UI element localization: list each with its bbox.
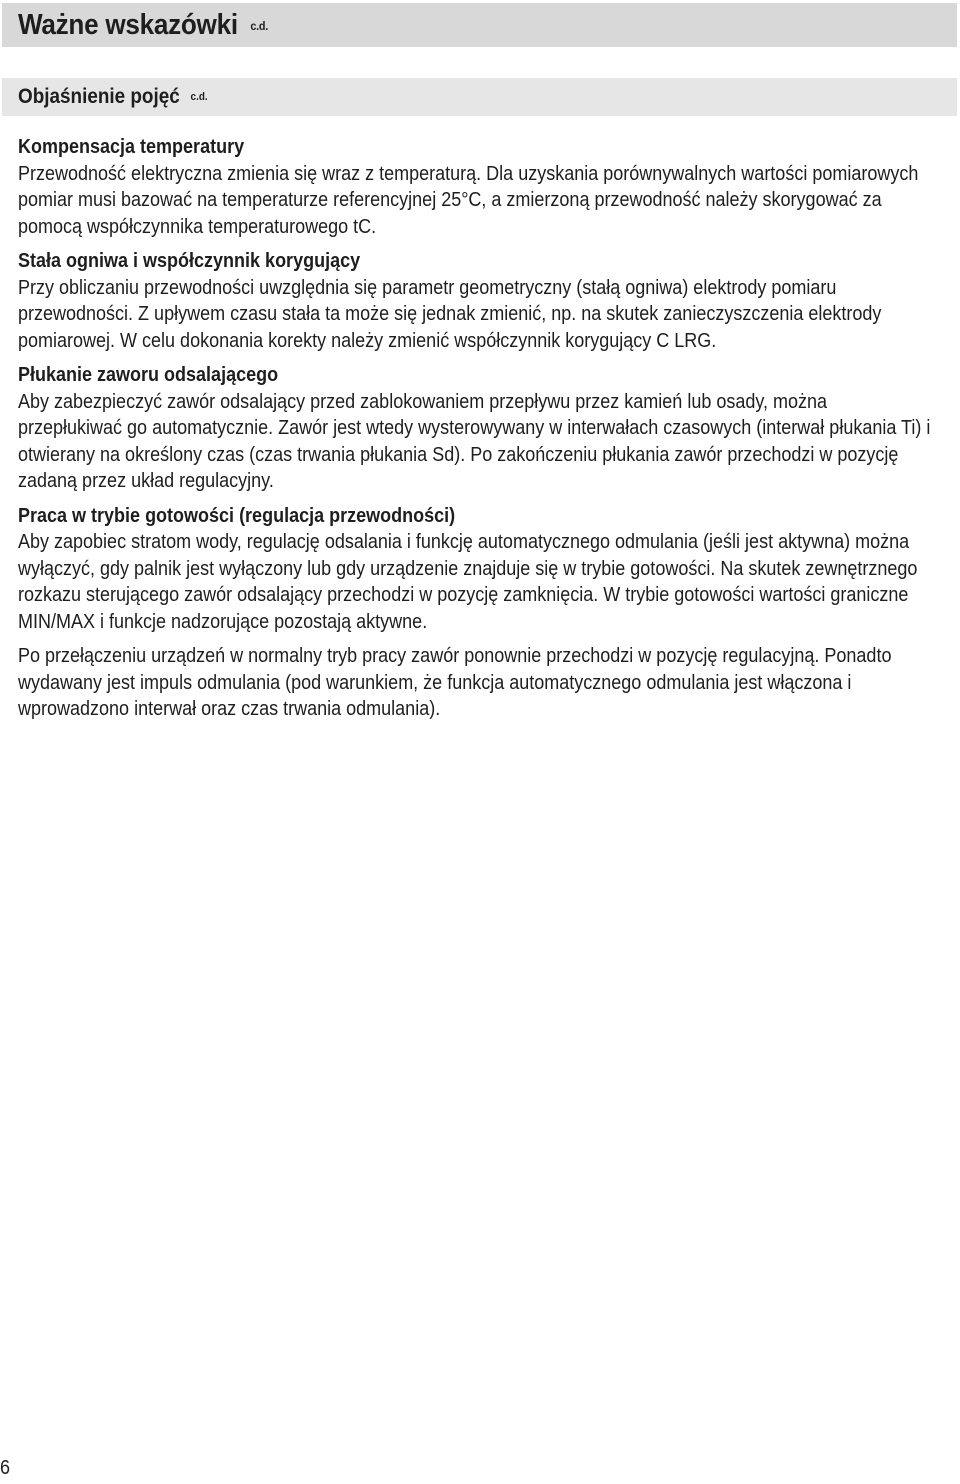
section-heading: Praca w trybie gotowości (regulacja przewodności) [18, 504, 456, 527]
section-title [18, 85, 208, 109]
section-text: Przy obliczaniu przewodności uwzględnia się parametr geometryczny (stałą ogniwa) elektrody pomiaru przewodności. Z upływem czasu stała ta może się jednak zmienić, np. na skutek zanieczyszczenia elektrody pomiarowej. W celu dokonania korekty należy zmienić współczynnik korygujący C LRG. [18, 276, 882, 352]
section-heading: Stała ogniwa i współczynnik korygujący [18, 250, 361, 272]
document-body [18, 134, 932, 731]
page-number: 6 [0, 1457, 11, 1479]
section-title-text: Objaśnienie pojęć [18, 85, 180, 108]
section-valve-flushing [18, 362, 932, 495]
section-header-bar [2, 78, 957, 116]
section-heading: Kompensacja temperatury [18, 136, 245, 158]
section-temperature-compensation [18, 134, 932, 240]
page-title [18, 9, 268, 42]
page-title-suffix: c.d. [250, 18, 268, 33]
section-text: Przewodność elektryczna zmienia się wraz z temperaturą. Dla uzyskania porównywalnych wartości pomiarowych pomiar musi bazować na temperaturze referencyjnej 25°C, a zmierzoną przewodność należy skorygować za pomocą współczynnika temperaturowego tC. [18, 162, 919, 238]
section-standby-mode [18, 503, 932, 636]
section-heading: Płukanie zaworu odsalającego [18, 364, 279, 386]
page-title-text: Ważne wskazówki [18, 8, 238, 41]
page-header-bar [2, 3, 957, 47]
section-text: Aby zabezpieczyć zawór odsalający przed zablokowaniem przepływu przez kamień lub osady, można przepłukiwać go automatycznie. Zawór jest wtedy wysterowywany w interwałach czasowych (interwał płukania Ti) i otwierany na określony czas (czas trwania płukania Sd). Po zakończeniu płukania zawór przechodzi w pozycję zadaną przez układ regulacyjny. [18, 390, 931, 492]
section-cell-constant [18, 248, 932, 354]
section-text: Aby zapobiec stratom wody, regulację odsalania i funkcję automatycznego odmulania (jeśli jest aktywna) można wyłączyć, gdy palnik jest wyłączony lub gdy urządzenie znajduje się w trybie gotowości. Na skutek zewnętrznego rozkazu sterującego zawór odsalający przechodzi w pozycję zamknięcia. W trybie gotowości wartości graniczne MIN/MAX i funkcje nadzorujące pozostają aktywne. [18, 531, 918, 633]
closing-paragraph: Po przełączeniu urządzeń w normalny tryb pracy zawór ponownie przechodzi w pozycję regulacyjną. Ponadto wydawany jest impuls odmulania (pod warunkiem, że funkcja automatycznego odmulania jest włączona i wprowadzono interwał oraz czas trwania odmulania). [18, 645, 892, 720]
section-title-suffix: c.d. [190, 91, 208, 104]
